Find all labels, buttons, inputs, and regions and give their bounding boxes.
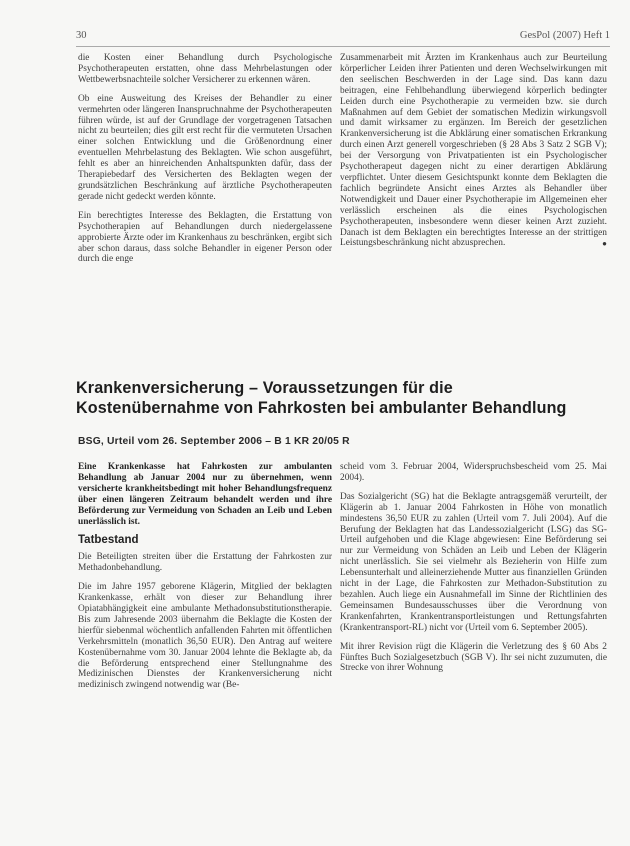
page-number: 30 xyxy=(76,30,87,41)
paragraph: scheid vom 3. Februar 2004, Widerspruchsbescheid vom 25. Mai 2004). xyxy=(340,462,607,483)
article-headline: Krankenversicherung – Voraussetzungen für die Kostenübernahme von Fahrkosten bei ambulanter Behandlung xyxy=(76,378,567,417)
article-column-right xyxy=(340,462,607,682)
section-heading-tatbestand: Tatbestand xyxy=(78,534,139,547)
paragraph: Das Sozialgericht (SG) hat die Beklagte antragsgemäß verurteilt, der Klägerin ab 1. Januar 2004 Fahrkosten in Höhe von monatlich mindestens 36,50 EUR zu zahlen (Urteil vom 7. Juli 2004). Auf die Berufung der Beklagten hat das Landessozialgericht (LSG) das SG-Urteil aufgehoben und die Klage abgewiesen: Eine Beförderung sei nur zur Vermeidung von Schäden an Leib und Leben der Klägerin nicht unerlässlich. Sie sei vielmehr als Bezieherin von Hilfe zum Lebensunterhalt und alleinerziehende Mutter aus finanziellen Gründen nicht in der Lage, die Fahrkosten zur Methadon-Substitution zu bezahlen. Auch liege ein Ausnahmefall im Sinne der Richtlinien des Gemeinsamen Bundesausschusses über die Verordnung von Krankenfahrten, Krankentransportleistungen und Rettungsfahrten (Krankentransport-RL) nicht vor (Urteil vom 6. September 2005). xyxy=(340,491,607,633)
article-column-left xyxy=(78,462,332,699)
article-end-mark: ● xyxy=(602,239,607,249)
paragraph: Ein berechtigtes Interesse des Beklagten, die Erstattung von Psychotherapien auf Behandlungen durch niedergelassene approbierte Ärzte oder im Krankenhaus zu beschränken, ergibt sich aber schon daraus, dass solche Behandler in eigener Person oder durch die enge xyxy=(78,210,332,265)
paragraph: Mit ihrer Revision rügt die Klägerin die Verletzung des § 60 Abs 2 Fünftes Buch Sozialgesetzbuch (SGB V). Ihr sei nicht zuzumuten, die Strecke von ihrer Wohnung xyxy=(340,641,607,674)
paragraph: die Kosten einer Behandlung durch Psychologische Psychotherapeuten erstatten, ohne dass Mehrbelastungen oder Wettbewerbsnachteile solcher Versicherer zu erkennen wären. xyxy=(78,53,332,85)
previous-article-column-right xyxy=(340,53,607,257)
paragraph: Ob eine Ausweitung des Kreises der Behandler zu einer vermehrten oder längeren Inanspruchnahme der Psychotherapeuten führen würde, ist auf der Grundlage der vorgetragenen Tatsachen nicht zu beurteilen; dies gilt erst recht für die vermuteten Ursachen einer solchen Entwicklung und die Größenordnung einer eventuellen Mehrbelastung des Beklagten. Wie schon ausgeführt, fehlt es aber an hinreichenden Anhaltspunkten dafür, dass der Therapiebedarf des Versicherten des Beklagten wegen der grundsätzlichen Beschränkung auf ärztliche Psychotherapeuten gerade nicht gedeckt werden könnte. xyxy=(78,93,332,202)
header-rule xyxy=(76,46,610,47)
paragraph-text: Zusammenarbeit mit Ärzten im Krankenhaus auch zur Beurteilung körperlicher Leiden ihrer Patienten und deren Wechselwirkungen mit den seelischen Beschwerden in der Lage sind. Das kann dazu beitragen, eine Fehlbehandlung überwiegend körperlich bedingter Leiden durch eine Psychotherapie zu vermeiden bzw. sie durch Maßnahmen auf dem Gebiet der somatischen Medizin wirkungsvoll und damit wirksamer zu ergänzen. Im Bereich der gesetzlichen Krankenversicherung ist die Abklärung einer somatischen Erkrankung durch einen Arzt generell vorgeschrieben (§ 28 Abs 3 Satz 2 SGB V); bei der Versorgung von Privatpatienten ist ein Psychologischer Psychotherapeut dagegen nicht zu einer derartigen Abklärung verpflichtet. Unter diesem Gesichtspunkt konnte dem Beklagten die fachlich begründete Ansicht eines Arztes als Behandler über Notwendigkeit und Dauer einer Psychotherapie im Allgemeinen eher verlässlich erscheinen als die eines Psychologischen Psychotherapeuten, insbesondere wenn dieser keinen Arzt zuzieht. Danach ist dem Beklagten ein berechtigtes Interesse an der strittigen Leistungsbeschränkung nicht abzusprechen. xyxy=(340,53,607,249)
previous-article-column-left xyxy=(78,53,332,273)
lead-summary: Eine Krankenkasse hat Fahrkosten zur ambulanten Behandlung ab Januar 2004 nur zu übernehmen, wenn versicherte krankheitsbedingt mit hoher Behandlungsfrequenz über einen längeren Zeitraum behandelt werden und ihre Beförderung zur Vermeidung von Schaden an Leib und Leben unerlässlich ist. xyxy=(78,462,332,527)
paragraph xyxy=(340,53,607,249)
paragraph: Die Beteiligten streiten über die Erstattung der Fahrkosten zur Methadonbehandlung. xyxy=(78,552,332,574)
court-citation: BSG, Urteil vom 26. September 2006 – B 1 KR 20/05 R xyxy=(78,436,350,447)
journal-reference: GesPol (2007) Heft 1 xyxy=(519,30,610,41)
paragraph: Die im Jahre 1957 geborene Klägerin, Mitglied der beklagten Krankenkasse, erhält von dieser zur Behandlung ihrer Opiatabhängigkeit eine ambulante Methadonsubstitutionstherapie. Bis zum Jahresende 2003 übernahm die Beklagte die Kosten der hierfür siebenmal wöchentlich anfallenden Fahrten mit öffentlichen Verkehrsmitteln (monatlich 36,50 EUR). Den Antrag auf weitere Kostenübernahme vom 30. Januar 2004 lehnte die Beklagte ab, da die Beförderung entsprechend einer Stellungnahme des Medizinischen Dienstes der Krankenversicherung nicht medizinisch zwingend notwendig war (Be- xyxy=(78,582,332,691)
